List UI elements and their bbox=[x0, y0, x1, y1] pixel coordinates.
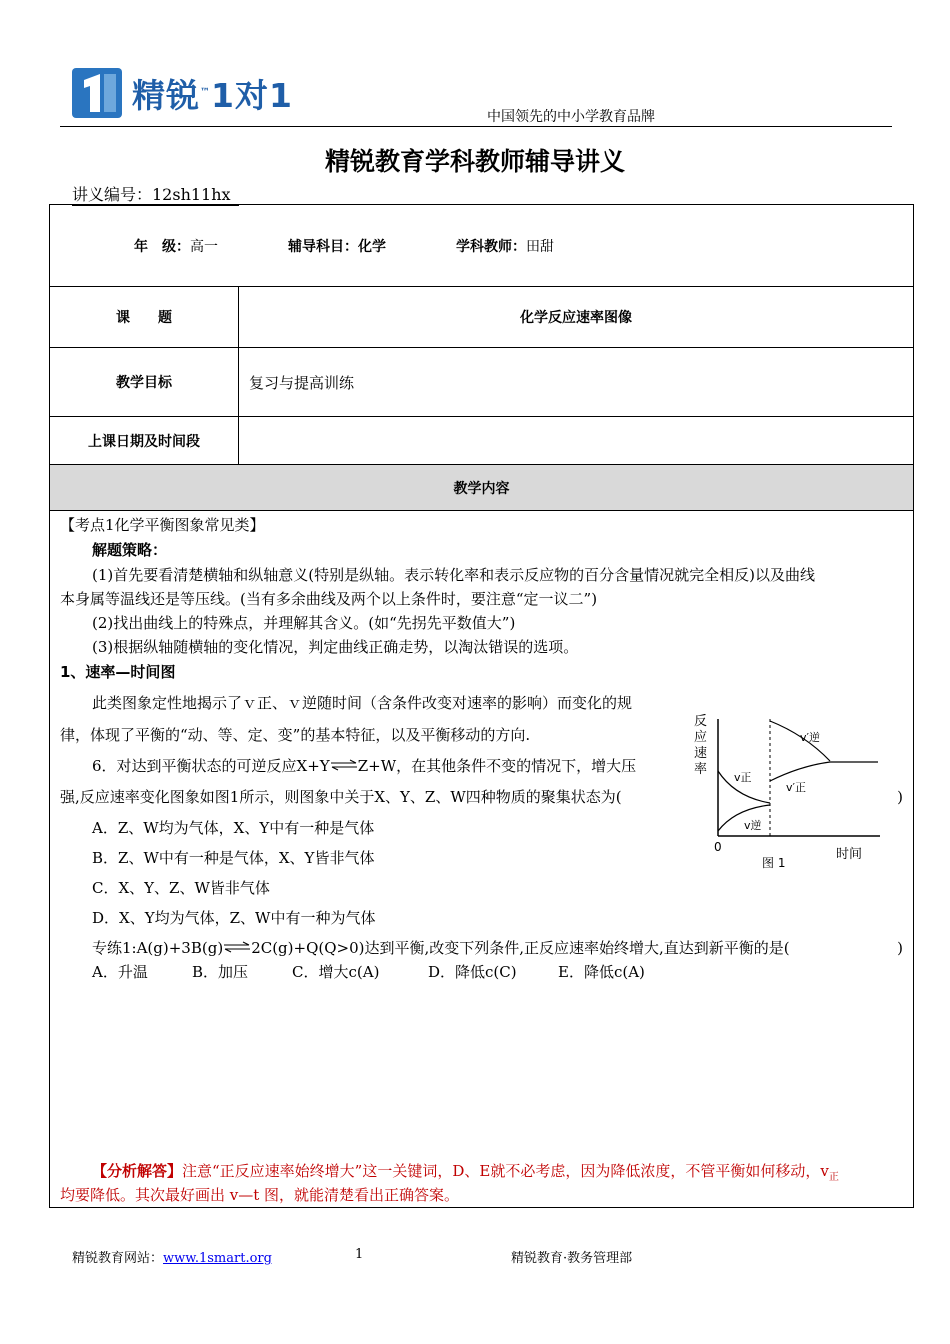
tagline: 中国领先的中小学教育品牌 bbox=[487, 109, 655, 125]
header-rule bbox=[60, 126, 892, 127]
footer-site-link[interactable]: www.1smart.org bbox=[163, 1251, 272, 1266]
analysis-text: 注意“正反应速率始终增大”这一关键词，D、E就不必考虑，因为降低浓度，不管平衡如何移动，v bbox=[182, 1162, 829, 1180]
teacher-value: 田甜 bbox=[526, 238, 554, 255]
x-axis-label: 时间 bbox=[836, 847, 863, 862]
q6-paren: ) bbox=[897, 788, 903, 806]
practice-option-d: D．降低c(C) bbox=[428, 963, 517, 981]
rate-time-figure bbox=[690, 711, 910, 876]
goal-row bbox=[50, 348, 914, 417]
practice-text-b: 2C(g)+Q(Q>0)达到平衡,改变下列条件,正反应速率始终增大,直达到新平衡的是( bbox=[251, 939, 790, 957]
label-v-reverse: v逆 bbox=[744, 819, 762, 832]
footer-site-label: 精锐教育网站： bbox=[72, 1251, 164, 1266]
logo-mark-icon bbox=[70, 66, 124, 120]
topic-row bbox=[50, 287, 914, 348]
option-a: A．Z、W均为气体，X、Y中有一种是气体 bbox=[92, 819, 375, 837]
strategy-1b: 本身属等温线还是等压线。(当有多余曲线及两个以上条件时，要注意“定一议二”) bbox=[60, 590, 598, 608]
label-v-forward-new: v′正 bbox=[786, 781, 807, 794]
strategy-2: (2)找出曲线上的特殊点，并理解其含义。(如“先拐先平数值大”) bbox=[92, 614, 516, 632]
date-label: 上课日期及时间段 bbox=[50, 417, 239, 465]
goal-value: 复习与提高训练 bbox=[239, 348, 914, 417]
practice-1 bbox=[92, 936, 903, 960]
y-axis-label-2: 应 bbox=[694, 730, 708, 745]
y-axis-label-3: 速 bbox=[694, 746, 708, 761]
y-axis-label-4: 率 bbox=[694, 762, 708, 777]
subject-label: 辅导科目： bbox=[288, 238, 358, 255]
practice-option-a: A．升温 bbox=[92, 963, 148, 981]
strategy-3: (3)根据纵轴随横轴的变化情况，判定曲线正确走势，以淘汰错误的选项。 bbox=[92, 638, 579, 656]
content-header-row bbox=[50, 465, 914, 511]
footer-dept: 精锐教育·教务管理部 bbox=[511, 1251, 633, 1266]
section-heading: 【考点1化学平衡图象常见类】 bbox=[60, 516, 265, 534]
goal-label: 教学目标 bbox=[50, 348, 239, 417]
grade-label: 年 级： bbox=[134, 238, 190, 255]
figure-caption: 图 1 bbox=[762, 856, 786, 870]
practice-option-e: E．降低c(A) bbox=[558, 963, 645, 981]
equilibrium-arrow-icon-2 bbox=[223, 941, 251, 953]
analysis-label: 【分析解答】 bbox=[92, 1162, 183, 1180]
topic-label: 课 题 bbox=[50, 287, 239, 348]
q6-text-a: 6．对达到平衡状态的可逆反应X+Y bbox=[92, 757, 330, 775]
option-c: C．X、Y、Z、W皆非气体 bbox=[92, 879, 270, 897]
lesson-table bbox=[49, 204, 914, 1208]
label-v-forward: v正 bbox=[734, 771, 752, 784]
subject-value: 化学 bbox=[358, 238, 386, 255]
brand-logo bbox=[70, 66, 293, 120]
practice-paren: ) bbox=[897, 939, 903, 957]
teacher-label: 学科教师： bbox=[456, 238, 526, 255]
q6-text-b: Z+W，在其他条件不变的情况下，增大压 bbox=[357, 757, 637, 775]
analysis-line-2: 均要降低。其次最好画出 v—t 图，就能清楚看出正确答案。 bbox=[60, 1186, 460, 1204]
grade-value: 高一 bbox=[190, 238, 218, 255]
origin-label: 0 bbox=[714, 840, 722, 854]
intro-line-1: 此类图象定性地揭示了ｖ正、ｖ逆随时间（含条件改变对速率的影响）而变化的规 bbox=[92, 694, 633, 712]
y-axis-label-1: 反 bbox=[694, 714, 708, 729]
strategy-heading: 解题策略： bbox=[92, 541, 168, 559]
label-v-reverse-new: v′逆 bbox=[800, 731, 821, 744]
content-header: 教学内容 bbox=[50, 465, 914, 511]
equilibrium-arrow-icon bbox=[330, 759, 358, 771]
document-title: 精锐教育学科教师辅导讲义 bbox=[324, 147, 625, 176]
option-b: B．Z、W中有一种是气体，X、Y皆非气体 bbox=[92, 849, 375, 867]
logo-text: 精锐™1对1 bbox=[132, 75, 293, 115]
content-body bbox=[50, 511, 913, 1207]
content-row bbox=[50, 511, 914, 1208]
footer-page-number: 1 bbox=[355, 1247, 364, 1262]
analysis-subscript: 正 bbox=[828, 1172, 839, 1183]
practice-option-c: C．增大c(A) bbox=[292, 963, 380, 981]
subsection-heading: 1、速率—时间图 bbox=[60, 663, 176, 681]
practice-option-b: B．加压 bbox=[192, 963, 249, 981]
topic-value: 化学反应速率图像 bbox=[239, 287, 914, 348]
practice-options bbox=[92, 960, 903, 984]
footer-site bbox=[72, 1247, 272, 1266]
lecture-number: 讲义编号：12sh11hx bbox=[72, 182, 239, 206]
strategy-1a: (1)首先要看清楚横轴和纵轴意义(特别是纵轴。表示转化率和表示反应物的百分含量情况就完全相反)以及曲线 bbox=[92, 566, 815, 584]
header-row bbox=[50, 205, 914, 287]
v-forward-new-curve bbox=[770, 762, 830, 781]
option-d: D．X、Y均为气体，Z、W中有一种为气体 bbox=[92, 909, 376, 927]
question-6-line-1 bbox=[92, 754, 683, 778]
q6-text-c: 强,反应速率变化图象如图1所示，则图象中关于X、Y、Z、W四种物质的聚集状态为( bbox=[60, 788, 622, 806]
intro-line-2: 律，体现了平衡的“动、等、定、变”的基本特征，以及平衡移动的方向. bbox=[60, 726, 531, 744]
practice-text-a: 专练1:A(g)+3B(g) bbox=[92, 939, 224, 957]
date-value bbox=[239, 417, 914, 465]
date-row bbox=[50, 417, 914, 465]
